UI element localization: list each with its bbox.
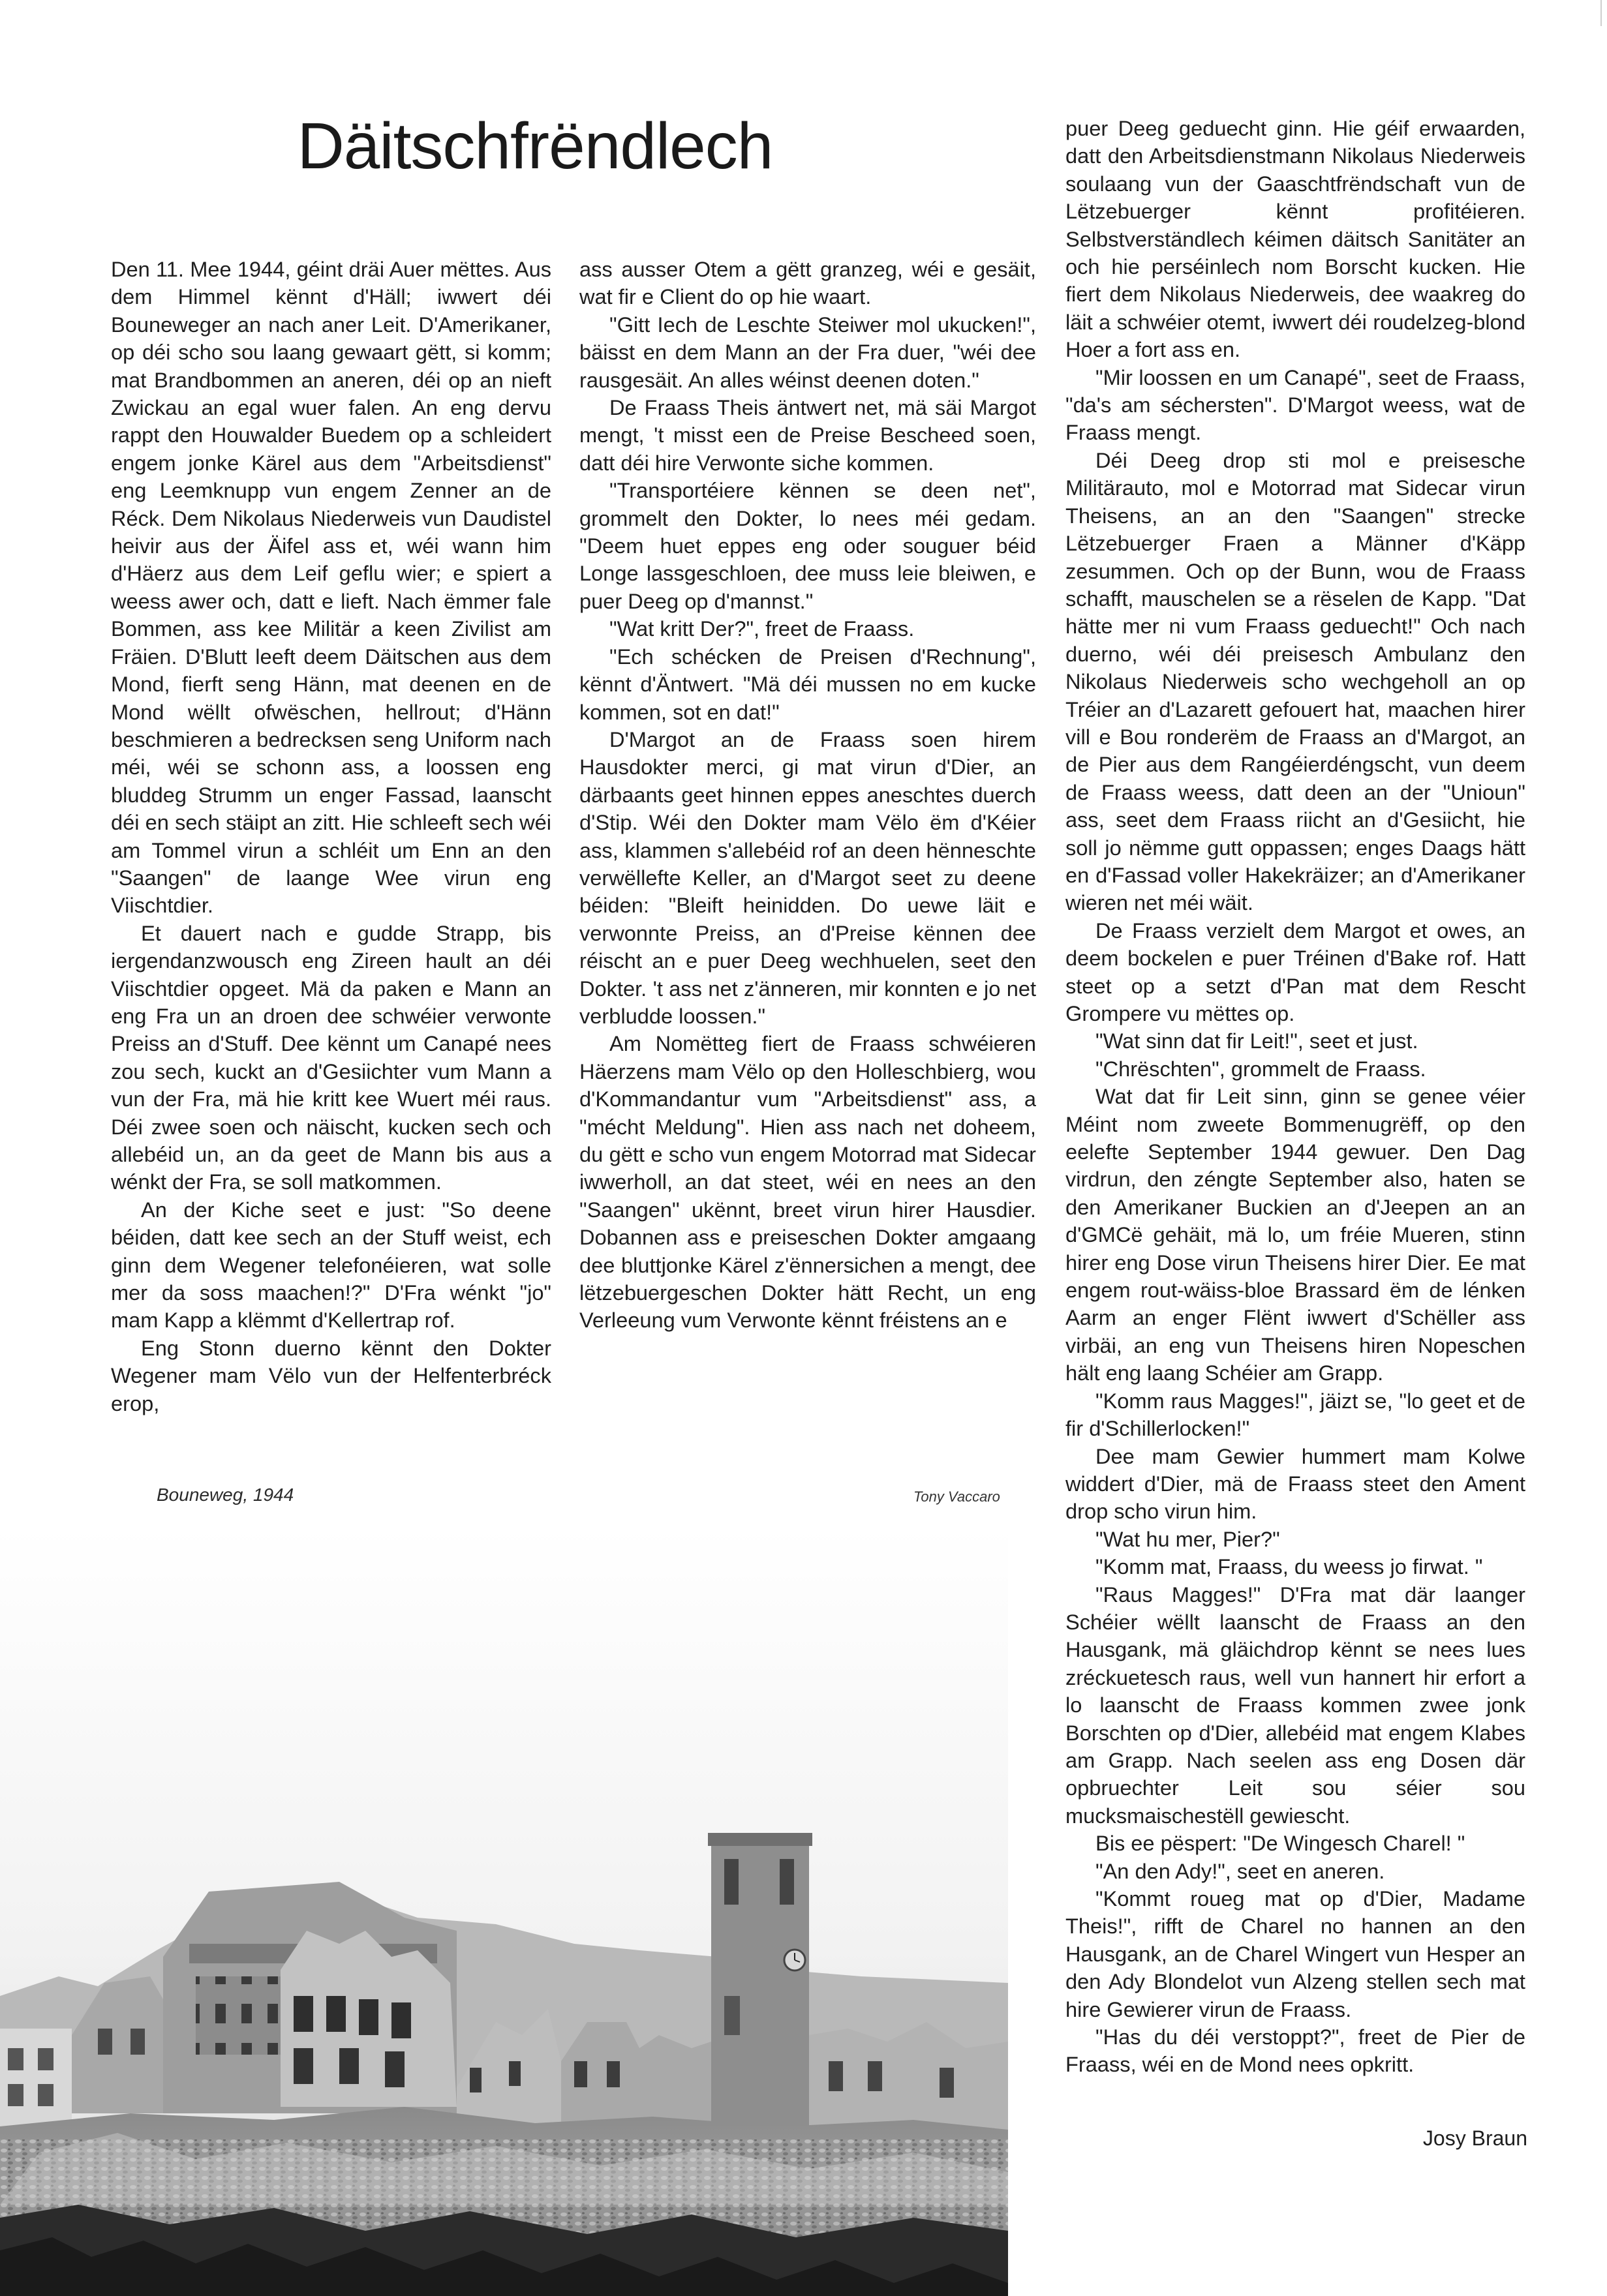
paragraph: "Wat kritt Der?", freet de Fraass. (609, 616, 915, 641)
paragraph: D'Margot an de Fraass soen hirem Hausdokter merci, gi mat virun d'Dier, an därbaants geet hinnen eppes aneschtes duerch d'Stip. Wéi den Dokter mam Vëlo ëm d'Kéier ass, klammen s'allebéid rof an deen hënneschte verwëllefte Keller, an d'Margot seet zu deene béiden: "Bleift heinidden. Do uewe läit e verwonnte Preiss, an d'Preise kënnen dee réischt an e puer Deeg wechhuelen, seet den Dokter. 't ass net z'änneren, mir konnten e jo net verbludde loossen." (579, 727, 1036, 1028)
paragraph: Bis ee pëspert: "De Wingesch Charel! " (1095, 1831, 1465, 1856)
paragraph: "Wat sinn dat fir Leit!", seet et just. (1095, 1029, 1418, 1053)
paragraph: "Komm raus Magges!", jäizt se, "lo geet et de fir d'Schillerlocken!" (1065, 1388, 1525, 1441)
photo-credit: Tony Vaccaro (913, 1488, 1000, 1505)
paragraph: Eng Stonn duerno kënnt den Dokter Wegener mam Vëlo vun der Helfenterbréck erop, (111, 1335, 551, 1415)
paragraph: ass ausser Otem a gëtt granzeg, wéi e gesäit, wat fir e Client do op hie waart. (579, 257, 1036, 309)
war-ruins-photo (0, 1526, 1008, 2296)
text-column-1 (111, 256, 551, 1417)
ruins-photo-illustration (0, 1526, 1008, 2296)
author-signature: Josy Braun (1422, 2126, 1527, 2150)
paragraph: "Mir loossen en um Canapé", seet de Fraass, "da's am sécherstеn". D'Margot weess, wat de Fraass mengt. (1065, 365, 1525, 445)
text-column-2 (579, 256, 1036, 1335)
paragraph: "Has du déi verstoppt?", freet de Pier de Fraass, wéi en de Mond nees opkritt. (1065, 2025, 1525, 2077)
article-title: Däitschfrëndlech (297, 110, 773, 183)
page-edge-line (1600, 0, 1602, 26)
paragraph: "Ech schécken de Preisen d'Rechnung", kënnt d'Äntwert. "Mä déi mussen no em kucke kommen, sot en dat!" (579, 644, 1036, 724)
paragraph: "Kommt roueg mat op d'Dier, Madame Theis!", rifft de Charel no hannen an den Hausgank, an de Charel Wingert vun Hesper an den Ady Blondelot vun Alzeng stellen sech mat hire Gewierer virun de Fraass. (1065, 1886, 1525, 2021)
paragraph: De Fraass verzielt dem Margot et owes, an deem bockelen e puer Tréinen d'Bake rof. Hatt steet op a setzt d'Pan mat dem Rescht Grompere vu mëttes op. (1065, 918, 1525, 1025)
paragraph: An der Kiche seet e just: "So deene béiden, datt kee sech an der Stuff weist, ech ginn dem Wegener telefonéieren, wat solle mer da soss maachen!?" D'Fra wénkt "jo" mam Kapp a klëmmt d'Kellertrap rof. (111, 1197, 551, 1333)
paragraph: "Gitt Iech de Leschte Steiwer mol ukucken!", bäisst en dem Mann an der Fra duer, "wéi dee rausgesäit. An alles wéinst deenen doten." (579, 312, 1036, 392)
paragraph: De Fraass Theis äntwert net, mä säi Margot mengt, 't misst een de Preise Bescheed soen, datt déi hire Verwonte siche kommen. (579, 395, 1036, 475)
paragraph: Am Nomëtteg fiert de Fraass schwéieren Häerzens mam Vëlo op den Holleschbierg, wou d'Kommandantur vum "Arbeitsdienst" ass, a "mécht Meldung". Hien ass nach net doheem, du gëtt e scho vun engem Motorrad mat Sidecar iwwerholl, an dat steet, wéi en nees an den "Saangen" ukënnt, breet virun hirer Hausdier. Dobannen ass e preiseschen Dokter amgaang dee bluttjonke Kärel z'ënnersichen a mengt, dee lëtzebuergeschen Dokter hätt Recht, un eng Verleeung vum Verwonte kënnt fréistens an e (579, 1031, 1036, 1333)
paragraph: Den 11. Mee 1944, géint dräi Auer mëttes. Aus dem Himmel kënnt d'Häll; iwwert déi Bouneweger an nach aner Leit. D'Amerikaner, op déi scho sou laang gewaart gëtt, si komm; mat Brandbommen an aneren, déi op an nieft Zwickau an egal wuer falen. An eng dervu rappt den Houwalder Buedem op a schleidert engem jonke Kärel aus dem "Arbeitsdienst" eng Leemknupp vun engem Zenner an de Réck. Dem Nikolaus Niederweis vun Daudistel heivir aus der Äifel ass et, wéi wann him d'Häerz aus dem Leif geflu wier; e spiert a weess awer och, datt e lieft. Nach ëmmer fale Bommen, ass kee Militär a keen Zivilist am Fräien. D'Blutt leeft deem Däitschen aus dem Mond, fierft seng Hänn, mat deenen en de Mond wëllt ofwëschen, hellrout; d'Hänn beschmieren a bedrecksen seng Uniform nach méi, wéi se schonn ass, a loossen eng bluddeg Strumm un enger Fassad, laanscht déi en sech stäipt an zitt. Hie schleeft sech wéi am Tommel virun a schléit um Enn an den "Saangen" de laange Wee virun eng Viischtdier. (111, 257, 551, 918)
paragraph: "Chrëschten", grommelt de Fraass. (1095, 1056, 1426, 1081)
paragraph: Et dauert nach e gudde Strapp, bis iergendanzwousch eng Zireen hault an déi Viischtdier opgeet. Mä da paken e Mann an eng Fra un an droen dee schwéier verwonte Preiss an d'Stuff. Dee kënnt um Canapé nees zou sech, kuckt an d'Gesiichter vum Mann a vun der Fra, mä hie kritt kee Wuert méi raus. Déi zwee soen och näischt, kucken sech och allebéid un, an da geet de Mann bis aus a wénkt der Fra, se soll matkommen. (111, 920, 551, 1194)
photo-caption: Bouneweg, 1944 (157, 1485, 294, 1505)
paragraph: "Komm mat, Fraass, du weess jo firwat. " (1095, 1554, 1483, 1579)
paragraph: "An den Ady!", seet en aneren. (1095, 1858, 1385, 1883)
paragraph: Dee mam Gewier hummert mam Kolwe widdert d'Dier, mä de Fraass steet den Ament drop scho virun him. (1065, 1443, 1525, 1524)
paragraph: "Transportéiere kënnen se deen net", grommelt den Dokter, lo nees méi gedam. "Deem huet eppes eng oder souguer béid Longe lassgeschloen, dee muss leie bleiwen, e puer Deeg op d'mannst." (579, 478, 1036, 613)
paragraph: "Raus Magges!" D'Fra mat där laanger Schéier wëllt laanscht de Fraass an den Hausgank, mä gläichdrop kënnt se nees lues zréckuetesch raus, well vun hannert hir erfort a lo laanscht de Fraass kommen zwee jonk Borschten op d'Dier, allebéid mat engem Klabes am Grapp. Nach seelen ass eng Dosen där opbruechter Leit sou séier sou mucksmaischestëll gewiescht. (1065, 1582, 1525, 1828)
paragraph: "Wat hu mer, Pier?" (1095, 1526, 1280, 1551)
paragraph: puer Deeg geduecht ginn. Hie géif erwaarden, datt den Arbeitsdienstmann Nikolaus Niederweis soulaang vun der Gaaschtfrëndschaft vun de Lëtzebuerger kënnt profitéieren. Selbstverständlech kéimen däitsch Sanitäter an och hie perséinlech nom Borscht kucken. Hie fiert dem Nikolaus Niederweis, dee waakreg do läit a schwéier otemt, iwwert déi roudelzeg-blond Hoer a fort ass en. (1065, 116, 1525, 362)
paragraph: Wat dat fir Leit sinn, ginn se genee véier Méint nom zweete Bommenugrëff, op den eelefte September 1944 gewuer. Den Dag virdrun, den zéngte September also, haten se den Amerikaner Buckien an d'Jeepen an an d'GMCë gehäit, mä lo, um fréie Mueren, stinn hirer eng Dose virun Theisens hirer Dier. Ee mat engem rout-wäiss-bloe Brassard ëm de lénken Aarm an enger Flënt iwwert d'Schëller ass virbäi, an eng vun Theisens hiren Nopeschen hält eng laang Schéier am Grapp. (1065, 1084, 1525, 1385)
text-column-3 (1065, 115, 1525, 2079)
paragraph: Déi Deeg drop sti mol e preisesche Militärauto, mol e Motorrad mat Sidecar virun Theisens, an an den "Saangen" strecke Lëtzebuerger Fraen a Männer d'Käpp zesummen. Och op der Bunn, wou de Fraass schafft, mauschelen se a rëselen de Kapp. "Dat hätte mer ni vum Fraass geduecht!" Och nach duerno, wéi déi preisesch Ambulanz den Nikolaus Niederweis scho wechgeholl an op Tréier an d'Lazarett gefouert hat, maachen hirer vill e Bou ronderëm de Fraass an d'Margot, an de Pier aus dem Rangéierdéngscht, vun deem de Fraass weess, datt deen an der "Unioun" ass, seet dem Fraass riicht an d'Gesiicht, hie soll jo nëmme gutt oppassen; enges Daags hätt en d'Fassad voller Hakekräizer; an d'Amerikaner wieren net méi wäit. (1065, 447, 1525, 915)
